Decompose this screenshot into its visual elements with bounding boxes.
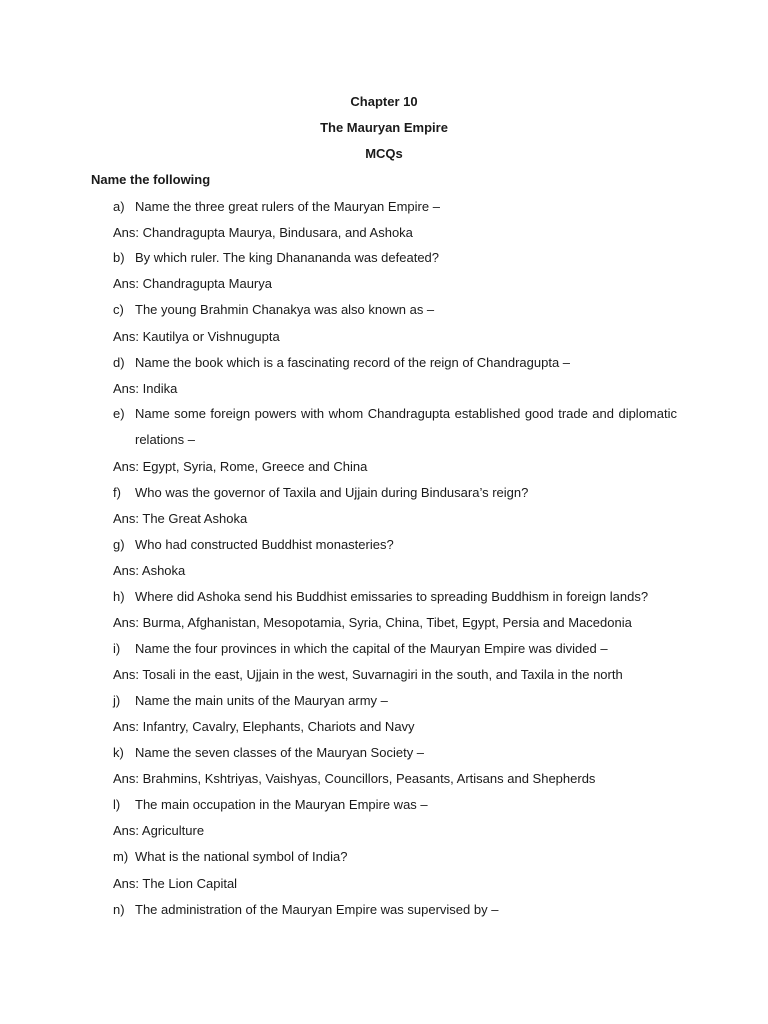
chapter-subtitle: MCQs (365, 146, 403, 161)
question-letter: n) (113, 902, 125, 917)
question-text: By which ruler. The king Dhanananda was defeated? (135, 250, 440, 265)
question-text: The young Brahmin Chanakya was also known as – (135, 302, 435, 317)
question-n (113, 902, 677, 918)
question-l (113, 797, 677, 813)
question-j (113, 693, 677, 709)
chapter-title: The Mauryan Empire (320, 120, 448, 135)
question-text: The main occupation in the Mauryan Empire was – (135, 797, 428, 812)
question-letter: j) (113, 693, 121, 708)
question-text: What is the national symbol of India? (135, 849, 348, 864)
question-i (113, 641, 677, 657)
answer-i: Ans: Tosali in the east, Ujjain in the west, Suvarnagiri in the south, and Taxila in the north (113, 667, 623, 682)
answer-c: Ans: Kautilya or Vishnugupta (113, 329, 280, 344)
answer-g: Ans: Ashoka (113, 563, 186, 578)
question-text: Name the book which is a fascinating record of the reign of Chandragupta – (135, 355, 571, 370)
question-letter: a) (113, 199, 125, 214)
question-letter: c) (113, 302, 124, 317)
answer-k: Ans: Brahmins, Kshtriyas, Vaishyas, Councillors, Peasants, Artisans and Shepherds (113, 771, 596, 786)
question-k (113, 745, 677, 761)
question-text: The administration of the Mauryan Empire was supervised by – (135, 902, 499, 917)
question-d (113, 355, 677, 371)
answer-a: Ans: Chandragupta Maurya, Bindusara, and Ashoka (113, 225, 413, 240)
question-letter: f) (113, 485, 121, 500)
question-text: Name the four provinces in which the capital of the Mauryan Empire was divided – (135, 641, 608, 656)
answer-l: Ans: Agriculture (113, 823, 205, 838)
question-letter: e) (113, 406, 125, 421)
question-g (113, 537, 677, 553)
question-letter: h) (113, 589, 125, 604)
question-h (113, 589, 677, 605)
question-c (113, 302, 677, 318)
answer-d: Ans: Indika (113, 381, 178, 396)
chapter-number: Chapter 10 (350, 94, 418, 109)
question-m (113, 849, 677, 865)
question-text: Name the main units of the Mauryan army – (135, 693, 388, 708)
answer-m: Ans: The Lion Capital (113, 876, 238, 891)
question-text: Where did Ashoka send his Buddhist emissaries to spreading Buddhism in foreign lands? (135, 589, 649, 604)
answer-f: Ans: The Great Ashoka (113, 511, 248, 526)
question-a (113, 199, 677, 215)
question-text: Who had constructed Buddhist monasteries? (135, 537, 394, 552)
question-e (113, 401, 677, 453)
answer-j: Ans: Infantry, Cavalry, Elephants, Chariots and Navy (113, 719, 415, 734)
answer-e: Ans: Egypt, Syria, Rome, Greece and China (113, 459, 368, 474)
question-letter: k) (113, 745, 124, 760)
question-b (113, 250, 677, 266)
answer-h: Ans: Burma, Afghanistan, Mesopotamia, Syria, China, Tibet, Egypt, Persia and Macedonia (113, 615, 632, 630)
question-letter: d) (113, 355, 125, 370)
question-text: Name the three great rulers of the Mauryan Empire – (135, 199, 440, 214)
question-letter: i) (113, 641, 121, 656)
answer-b: Ans: Chandragupta Maurya (113, 276, 272, 291)
question-f (113, 485, 677, 501)
question-text: Who was the governor of Taxila and Ujjain during Bindusara’s reign? (135, 485, 529, 500)
question-letter: m) (113, 849, 129, 864)
question-letter: l) (113, 797, 121, 812)
question-text: Name some foreign powers with whom Chandragupta established good trade and diplomatic relations – (135, 406, 677, 447)
question-text: Name the seven classes of the Mauryan Society – (135, 745, 425, 760)
section-title: Name the following (91, 172, 211, 187)
question-letter: g) (113, 537, 125, 552)
question-letter: b) (113, 250, 125, 265)
